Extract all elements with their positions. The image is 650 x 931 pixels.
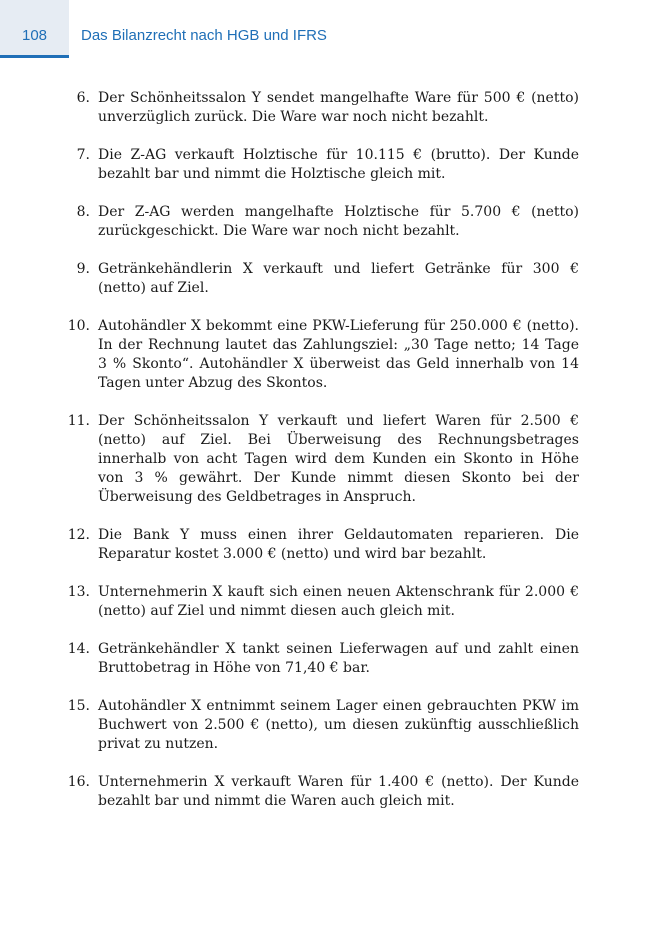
- list-item: [0, 773, 650, 811]
- list-item: [0, 697, 650, 754]
- list-item: [0, 583, 650, 621]
- list-item: [0, 89, 650, 127]
- item-text: Autohändler X entnimmt seinem Lager einen gebrauchten PKW im Buchwert von 2.500 € (netto), um diesen zukünftig ausschließlich privat zu nutzen.: [98, 698, 579, 752]
- item-number: 16.: [67, 774, 90, 790]
- item-number: 15.: [67, 698, 90, 714]
- page-header: [0, 0, 650, 58]
- item-text: Die Z-AG verkauft Holztische für 10.115 € (brutto). Der Kunde bezahlt bar und nimmt die Holztische gleich mit.: [98, 147, 579, 182]
- running-title: Das Bilanzrecht nach HGB und IFRS: [81, 27, 327, 44]
- item-number: 10.: [67, 318, 90, 334]
- list-item: [0, 146, 650, 184]
- list-item: [0, 640, 650, 678]
- item-number: 11.: [67, 413, 90, 429]
- item-text: Unternehmerin X kauft sich einen neuen Aktenschrank für 2.000 € (netto) auf Ziel und nimmt diesen auch gleich mit.: [98, 584, 579, 619]
- item-text: Der Schönheitssalon Y verkauft und liefert Waren für 2.500 € (netto) auf Ziel. Bei Überweisung des Rechnungsbetrages innerhalb von acht Tagen wird dem Kunden ein Skonto in Höhe von 3 % gewährt. Der Kunde nimmt diesen Skonto bei der Überweisung des Geldbetrages in Anspruch.: [98, 413, 579, 505]
- page-number: 108: [21, 27, 48, 44]
- list-item: [0, 203, 650, 241]
- item-text: Der Z-AG werden mangelhafte Holztische für 5.700 € (netto) zurückgeschickt. Die Ware war noch nicht bezahlt.: [98, 204, 579, 239]
- list-item: [0, 412, 650, 507]
- item-number: 8.: [76, 204, 90, 220]
- item-text: Der Schönheitssalon Y sendet mangelhafte Ware für 500 € (netto) unverzüglich zurück. Die Ware war noch nicht bezahlt.: [98, 90, 579, 125]
- list-item: [0, 317, 650, 393]
- item-number: 6.: [76, 90, 90, 106]
- list-item: [0, 260, 650, 298]
- item-text: Unternehmerin X verkauft Waren für 1.400 € (netto). Der Kunde bezahlt bar und nimmt die Waren auch gleich mit.: [98, 774, 579, 809]
- item-number: 13.: [67, 584, 90, 600]
- exercise-list: [0, 89, 650, 830]
- item-text: Getränkehändlerin X verkauft und liefert Getränke für 300 € (netto) auf Ziel.: [98, 261, 579, 296]
- list-item: [0, 526, 650, 564]
- item-number: 7.: [76, 147, 90, 163]
- item-number: 9.: [76, 261, 90, 277]
- item-number: 12.: [67, 527, 90, 543]
- item-text: Autohändler X bekommt eine PKW-Lieferung für 250.000 € (netto). In der Rechnung lautet das Zahlungsziel: „30 Tage netto; 14 Tage 3 % Skonto“. Autohändler X überweist das Geld innerhalb von 14 Tagen unter Abzug des Skontos.: [98, 318, 579, 391]
- item-text: Getränkehändler X tankt seinen Lieferwagen auf und zahlt einen Bruttobetrag in Höhe von 71,40 € bar.: [98, 641, 579, 676]
- item-number: 14.: [67, 641, 90, 657]
- item-text: Die Bank Y muss einen ihrer Geldautomaten reparieren. Die Reparatur kostet 3.000 € (netto) und wird bar bezahlt.: [98, 527, 579, 562]
- page-number-box: [0, 0, 69, 58]
